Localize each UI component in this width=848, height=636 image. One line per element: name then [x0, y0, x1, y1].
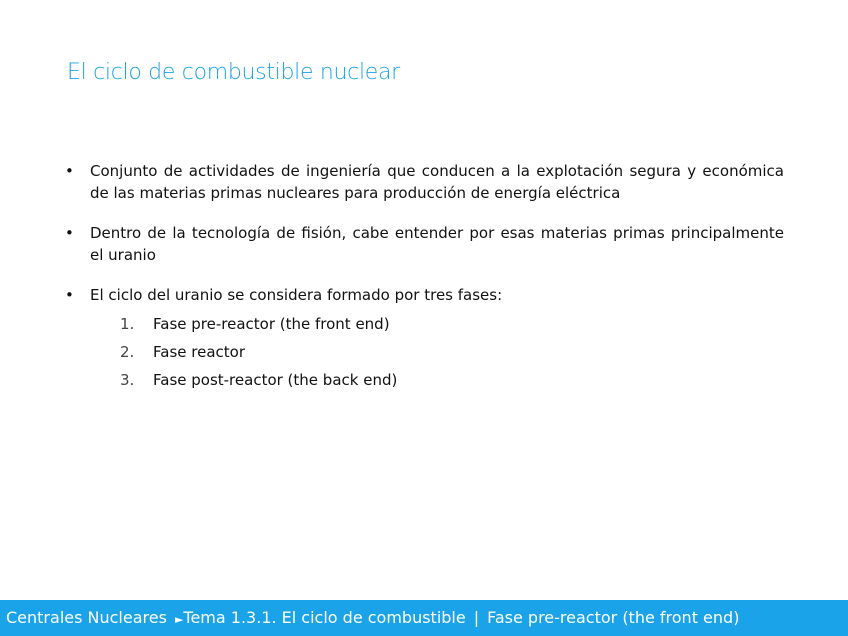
footer-topic: Tema 1.3.1. El ciclo de combustible	[183, 608, 466, 627]
bullet-item	[64, 284, 784, 394]
phase-item	[90, 338, 784, 366]
phase-label: Fase post-reactor (the back end)	[153, 371, 398, 389]
bullet-icon: •	[65, 286, 74, 304]
phase-item	[90, 310, 784, 338]
phase-item	[90, 366, 784, 394]
arrow-right-icon: ►	[174, 613, 184, 626]
bullet-text: El ciclo del uranio se considera formado por tres fases:	[90, 286, 503, 304]
footer-bar	[0, 600, 848, 636]
footer-course: Centrales Nucleares	[6, 608, 167, 627]
phase-label: Fase reactor	[153, 343, 245, 361]
bullet-item	[64, 160, 784, 204]
phase-number: 3.	[120, 371, 135, 389]
phase-number: 1.	[120, 315, 135, 333]
phase-list	[90, 310, 784, 394]
bullet-icon: •	[65, 224, 74, 242]
slide-title: El ciclo de combustible nuclear	[67, 60, 400, 85]
footer-section: Fase pre-reactor (the front end)	[487, 608, 740, 627]
bullet-text: Dentro de la tecnología de fisión, cabe entender por esas materias primas principalmente el uranio	[90, 224, 784, 264]
footer-separator: |	[473, 608, 480, 627]
footer-content	[0, 600, 848, 636]
bullet-icon: •	[65, 162, 74, 180]
bullet-item	[64, 222, 784, 266]
slide-content	[64, 160, 784, 412]
bullet-text: Conjunto de actividades de ingeniería que conducen a la explotación segura y económica de las materias primas nucleares para producción de energía eléctrica	[90, 162, 784, 202]
phase-number: 2.	[120, 343, 135, 361]
phase-label: Fase pre-reactor (the front end)	[153, 315, 390, 333]
